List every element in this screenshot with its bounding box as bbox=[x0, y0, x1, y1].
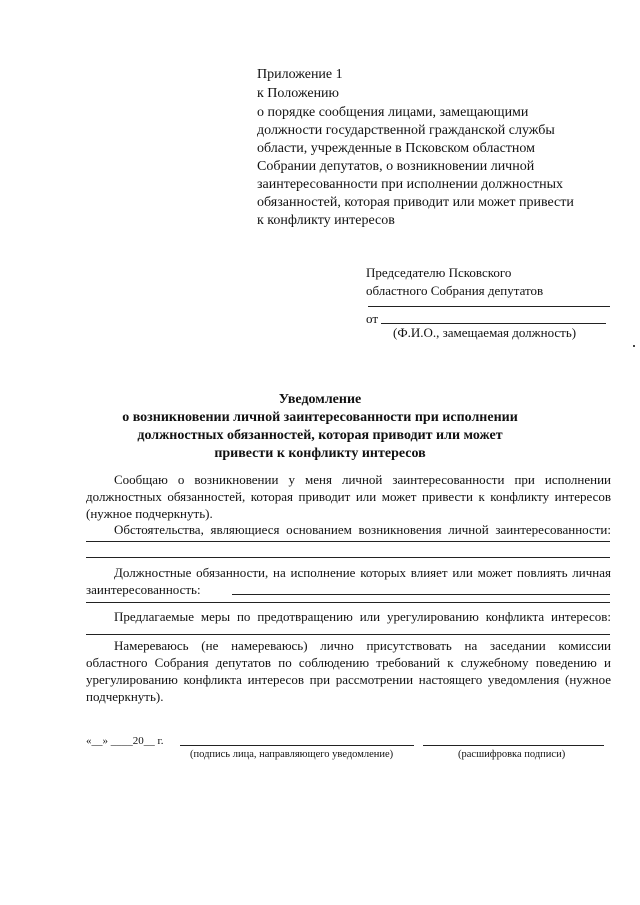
p5-line-3: урегулированию конфликта интересов при рассмотрении настоящего уведомления (нужное bbox=[86, 672, 611, 687]
appendix-line: области, учрежденные в Псковском областном bbox=[257, 141, 536, 156]
measures-line[interactable] bbox=[86, 634, 610, 635]
p1-line-3: (нужное подчеркнуть). bbox=[86, 506, 213, 521]
appendix-line: должности государственной гражданской службы bbox=[257, 123, 555, 138]
appendix-line: заинтересованности при исполнении должностных bbox=[257, 177, 563, 192]
title-line: о возникновении личной заинтересованности при исполнении bbox=[122, 410, 518, 425]
circumstances-label: Обстоятельства, являющиеся основанием возникновения личной заинтересованности: bbox=[114, 522, 611, 537]
appendix-line: о порядке сообщения лицами, замещающими bbox=[257, 105, 529, 120]
addressee-blank-line[interactable] bbox=[368, 306, 610, 307]
appendix-line: Приложение 1 bbox=[257, 67, 343, 82]
title-line: должностных обязанностей, которая приводит или может bbox=[137, 428, 503, 443]
appendix-line: обязанностей, которая приводит или может привести bbox=[257, 195, 574, 210]
addressee-line-2: областного Собрания депутатов bbox=[366, 283, 544, 298]
signature-caption: (подпись лица, направляющего уведомление) bbox=[190, 749, 394, 760]
decode-line[interactable] bbox=[423, 745, 604, 746]
circumstances-line-1[interactable] bbox=[86, 541, 610, 542]
duties-label-1: Должностные обязанности, на исполнение которых влияет или может повлиять личная bbox=[114, 565, 611, 580]
title-line: Уведомление bbox=[278, 392, 362, 407]
p1-line-2: должностных обязанностей, которая приводит или может привести к конфликту интересов bbox=[86, 489, 611, 504]
title-line: привести к конфликту интересов bbox=[214, 446, 426, 461]
addressee-line-1: Председателю Псковского bbox=[366, 265, 512, 280]
circumstances-line-2[interactable] bbox=[86, 557, 610, 558]
scan-mark bbox=[633, 345, 635, 347]
signature-line[interactable] bbox=[180, 745, 414, 746]
appendix-line: Собрании депутатов, о возникновении личной bbox=[257, 159, 535, 174]
from-label: от bbox=[366, 311, 379, 326]
duties-line-1[interactable] bbox=[232, 594, 610, 595]
from-caption: (Ф.И.О., замещаемая должность) bbox=[393, 325, 577, 340]
appendix-line: к конфликту интересов bbox=[257, 213, 395, 228]
duties-line-2[interactable] bbox=[86, 602, 610, 603]
p5-line-4: подчеркнуть). bbox=[86, 689, 164, 704]
appendix-line: к Положению bbox=[257, 86, 340, 101]
duties-label-2: заинтересованность: bbox=[86, 582, 201, 597]
date-field[interactable]: «__» ____20__ г. bbox=[86, 735, 164, 747]
p5-line-2: областного Собрания депутатов по соблюдению требований к служебному поведению и bbox=[86, 655, 611, 670]
measures-label: Предлагаемые меры по предотвращению или урегулированию конфликта интересов: bbox=[114, 609, 611, 624]
decode-caption: (расшифровка подписи) bbox=[458, 749, 566, 760]
p5-line-1: Намереваюсь (не намереваюсь) лично присутствовать на заседании комиссии bbox=[114, 638, 611, 653]
p1-line-1: Сообщаю о возникновении у меня личной заинтересованности при исполнении bbox=[114, 472, 611, 487]
